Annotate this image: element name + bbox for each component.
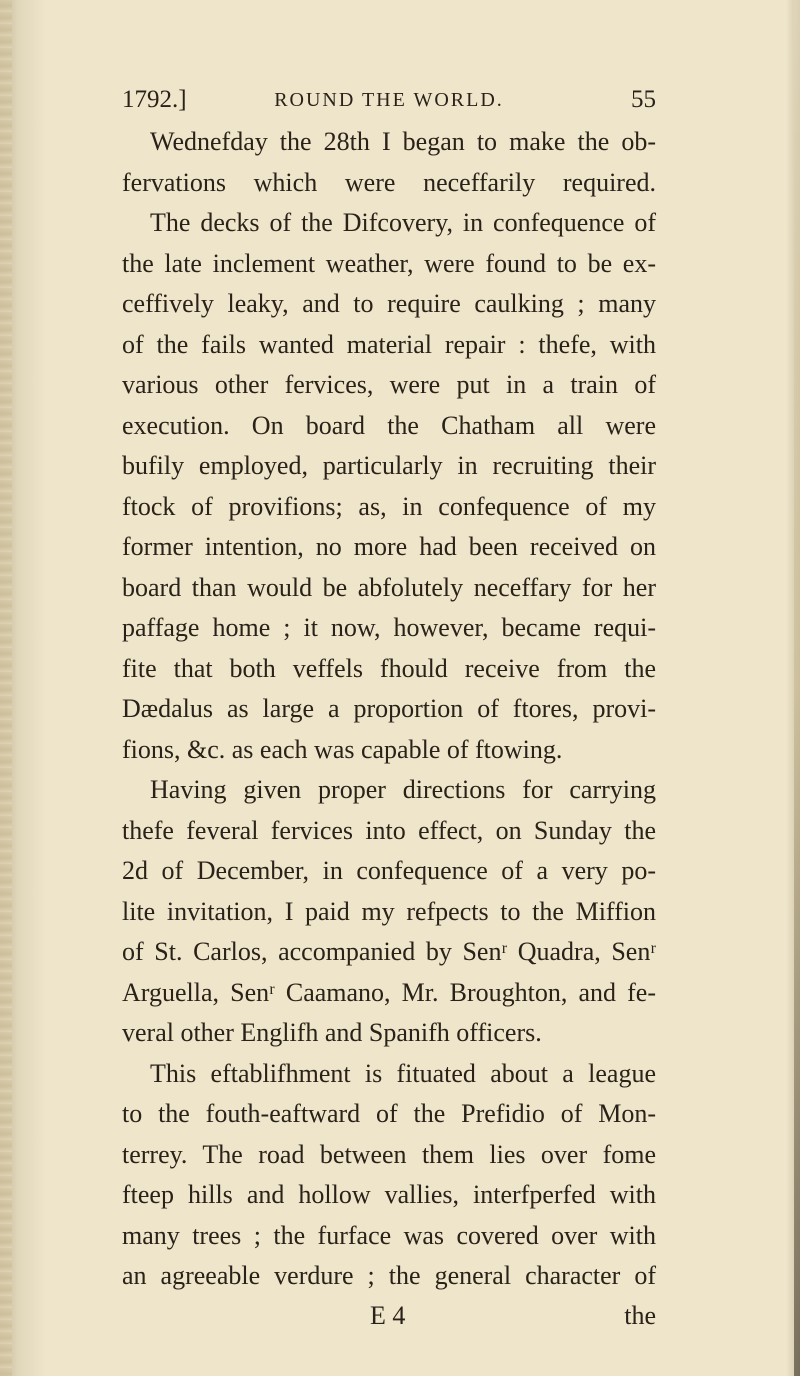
page-gutter-shadow [0, 0, 12, 1376]
text-line: ftock of provifions; as, in confequence of my [122, 491, 656, 521]
text-line: bufily employed, particularly in recruiting their [122, 451, 656, 480]
header-year: 1792.] [122, 86, 187, 113]
page-edge [794, 0, 800, 1376]
text-line: This eftablifhment is fituated about a league [150, 1058, 656, 1088]
text-line: paffage home ; it now, however, became requi- [122, 613, 656, 642]
running-head: ROUND THE WORLD. [274, 89, 504, 111]
text-line: fervations which were neceffarily required. [122, 167, 656, 197]
page-footer [122, 1296, 656, 1336]
text-line: fions, &c. as each was capable of ftowing. [122, 734, 563, 764]
text-line: thefe feveral fervices into effect, on Sunday the [122, 815, 656, 845]
text-line: fteep hills and hollow vallies, interfperfed with [122, 1180, 656, 1209]
text-line: fite that both veffels fhould receive from the [122, 653, 656, 683]
text-line: execution. On board the Chatham all were [122, 410, 656, 440]
text-line: Dædalus as large a proportion of ftores, provi- [122, 694, 656, 723]
text-line: Wednefday the 28th I began to make the ob- [150, 127, 656, 156]
text-line: various other fervices, were put in a train of [122, 370, 656, 399]
text-line: former intention, no more had been received on [122, 532, 656, 561]
text-line: ceffively leaky, and to require caulking ; many [122, 289, 656, 318]
text-line: veral other Englifh and Spanifh officers. [122, 1018, 542, 1047]
text-line: the late inclement weather, were found to be ex- [122, 248, 656, 278]
text-line: board than would be abfolutely neceffary for her [122, 572, 656, 602]
text-line: 2d of December, in confequence of a very po- [122, 856, 656, 885]
text-line: an agreeable verdure ; the general character of [122, 1261, 656, 1290]
text-line: Arguella, Senʳ Caamano, Mr. Broughton, and fe- [122, 977, 656, 1007]
text-line: of the fails wanted material repair : thefe, with [122, 329, 656, 359]
body-text [122, 122, 656, 1297]
text-line: many trees ; the furface was covered over with [122, 1220, 656, 1250]
text-line: of St. Carlos, accompanied by Senʳ Quadra, Senʳ [122, 937, 656, 966]
page-number: 55 [631, 86, 656, 113]
text-line: lite invitation, I paid my refpects to the Miffion [122, 896, 656, 926]
catchword: the [624, 1301, 656, 1330]
signature-mark: E 4 [370, 1301, 406, 1330]
text-line: terrey. The road between them lies over fome [122, 1139, 656, 1169]
text-line: to the fouth-eaftward of the Prefidio of Mon- [122, 1099, 656, 1128]
page-header [122, 82, 656, 118]
text-line: Having given proper directions for carrying [150, 775, 656, 804]
text-line: The decks of the Difcovery, in confequence of [150, 208, 656, 237]
